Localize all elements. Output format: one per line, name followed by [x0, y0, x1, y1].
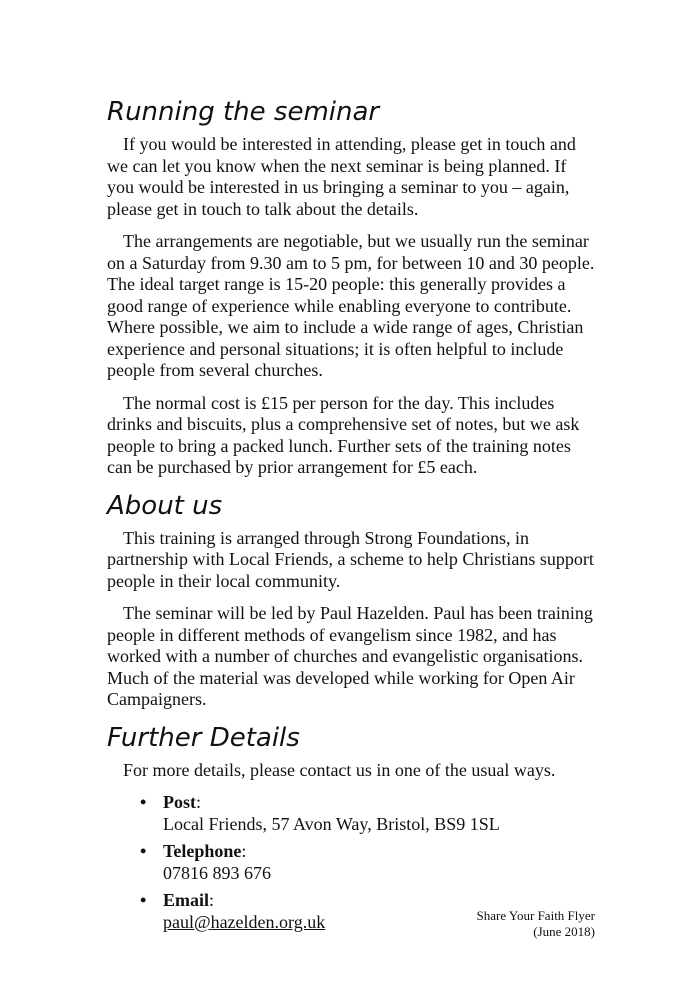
contact-label: Post	[163, 792, 196, 812]
footer-title: Share Your Faith Flyer	[476, 908, 595, 923]
flyer-page	[107, 96, 597, 939]
bullet-icon: •	[140, 890, 147, 910]
footer	[477, 908, 595, 940]
paragraph: The arrangements are negotiable, but we usually run the seminar on a Saturday from 9.30 am to 5 pm, for between 10 and 30 people. The ideal target range is 15-20 people: this generally provides a good range of experience while enabling everyone to contribute. Where possible, we aim to include a wide range of ages, Christian experience and personal situations; it is often helpful to include people from several churches.	[107, 231, 595, 380]
section-heading: Running the seminar	[107, 97, 380, 127]
paragraph: This training is arranged through Strong Foundations, in partnership with Local Friends, a scheme to help Christians support people in their local community.	[107, 527, 594, 591]
contact-label: Email	[163, 890, 210, 910]
bullet-icon: •	[140, 841, 147, 861]
contact-value: Local Friends, 57 Avon Way, Bristol, BS9 1SL	[163, 813, 500, 834]
contact-item-email: • Email: paul@hazelden.org.uk	[107, 890, 597, 933]
paragraph: For more details, please contact us in one of the usual ways.	[123, 759, 556, 780]
contact-value: 07816 893 676	[163, 862, 271, 883]
paragraph: The seminar will be led by Paul Hazelden. Paul has been training people in different methods of evangelism since 1982, and has worked with a number of churches and evangelistic organisations. Much of the material was developed while working for Open Air Campaigners.	[107, 603, 593, 709]
paragraph: If you would be interested in attending, please get in touch and we can let you know when the next seminar is being planned. If you would be interested in us bringing a seminar to you – again, please get in touch to talk about the details.	[107, 134, 576, 219]
section-further-details	[107, 722, 597, 934]
contact-item-post: • Post: Local Friends, 57 Avon Way, Bristol, BS9 1SL	[107, 792, 597, 835]
section-heading: About us	[107, 490, 223, 521]
footer-date: (June 2018)	[533, 924, 595, 939]
bullet-icon: •	[140, 792, 147, 812]
paragraph: The normal cost is £15 per person for the day. This includes drinks and biscuits, plus a comprehensive set of notes, but we ask people to bring a packed lunch. Further sets of the training notes can be purchased by prior arrangement for £5 each.	[107, 392, 580, 477]
contact-item-telephone: • Telephone: 07816 893 676	[107, 841, 597, 884]
section-heading: Further Details	[107, 722, 300, 753]
section-running-the-seminar	[107, 96, 597, 479]
contact-label: Telephone	[163, 841, 242, 861]
email-link[interactable]: paul@hazelden.org.uk	[163, 911, 326, 932]
section-about-us	[107, 490, 597, 711]
